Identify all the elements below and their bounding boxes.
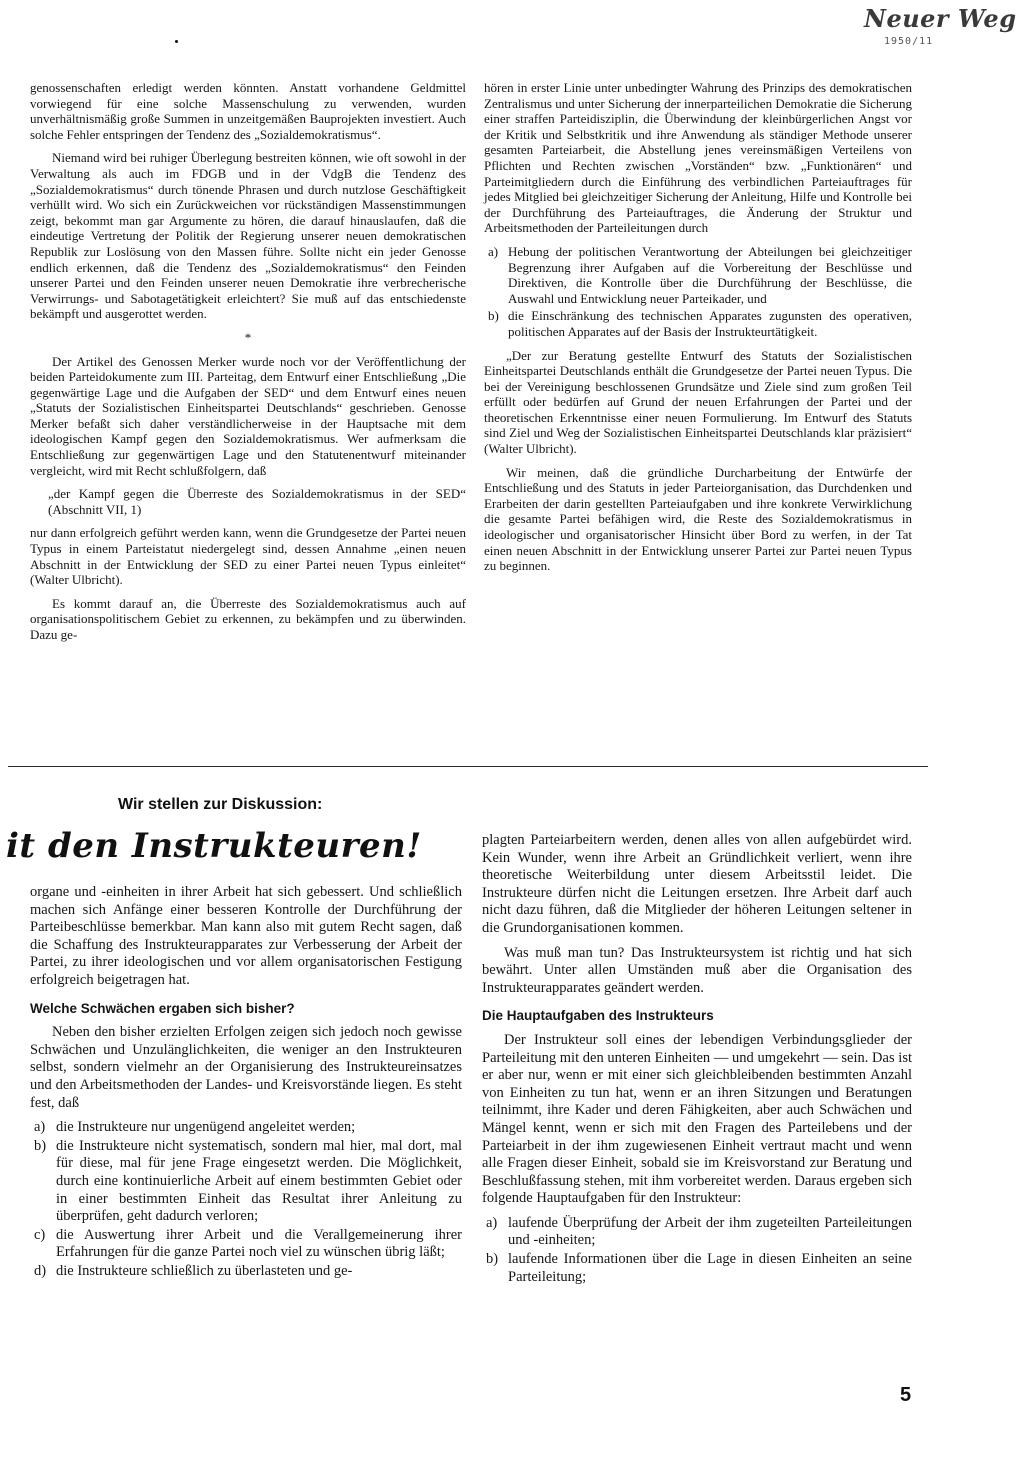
list-item bbox=[484, 308, 912, 339]
list-item-text: die Instrukteure nicht systematisch, sondern mal hier, mal dort, mal für diese, mal für jene Frage eingesetzt werden. Die Möglichkeit, durch eine kontinuierliche Arbeit auf einem bestimmten Gebiet oder in einer bestimmten Einheit das Resultat ihrer Anleitung zu überprüfen, geht dadurch verloren; bbox=[56, 1137, 462, 1225]
list-item-text: die Einschränkung des technischen Apparates zugunsten des operativen, politischen Apparates auf der Basis der Instrukteurtätigkeit. bbox=[508, 308, 912, 339]
page-number: 5 bbox=[900, 1384, 912, 1406]
list-item-text: Hebung der politischen Verantwortung der Abteilungen bei gleichzeitiger Begrenzung ihrer Aufgaben auf die Vorbereitung der Beschlüsse und Direktiven, die Kontrolle über die Durchführung der Beschlüsse, die Auswahl und Entwicklung neuer Parteikader, und bbox=[508, 243, 912, 306]
list-item bbox=[482, 1251, 912, 1286]
measures-list bbox=[484, 244, 912, 340]
kicker-heading: Wir stellen zur Diskussion: bbox=[118, 796, 323, 813]
section-heading: Die Hauptaufgaben des Instrukteurs bbox=[482, 1008, 714, 1024]
list-marker: b) bbox=[34, 1137, 47, 1154]
upper-right-column bbox=[484, 80, 912, 582]
list-item bbox=[30, 1227, 462, 1262]
upper-left-column bbox=[30, 80, 466, 651]
list-marker: a) bbox=[486, 1214, 498, 1231]
list-marker: c) bbox=[34, 1226, 46, 1243]
paragraph: Was muß man tun? Das Instrukteursystem ist richtig und hat sich bewährt. Unter allen Umständen muß aber die Organisation des Instrukteurapparates geändert werden. bbox=[482, 944, 912, 996]
list-marker: d) bbox=[34, 1262, 47, 1279]
print-speck bbox=[175, 40, 178, 43]
list-item-text: die Instrukteure nur ungenügend angeleitet werden; bbox=[56, 1119, 356, 1136]
list-item bbox=[30, 1263, 462, 1281]
block-quote: „der Kampf gegen die Überreste des Sozialdemokratismus in der SED“ (Abschnitt VII, 1) bbox=[48, 486, 466, 517]
tasks-list bbox=[482, 1215, 912, 1286]
paragraph: hören in erster Linie unter unbedingter Wahrung des Prinzips des demokratischen Zentralismus und unter Sicherung der innerparteilichen Demokratie die Sicherung einer straffen Parteidisziplin, die Überwindung der kleinbürgerlichen Angst vor der Kritik und Selbstkritik und ihre Anwendung als ständiger Methode unserer gesamten Parteiarbeit, die Abstellung jenes vereinsmäßigen Verteilens von Pflichten und Rechten zwischen „Vorständen“ bzw. „Funktionären“ und Parteimitgliedern durch die Einführung des verbindlichen Parteiauftrages für jedes Mitglied bei gleichzeitiger Sicherung der Anleitung, Hilfe und Kontrolle bei der Durchführung des Parteiauftrages, die Änderung der Struktur und Arbeitsmethoden der Parteileitungen durch bbox=[484, 80, 912, 236]
paragraph: Es kommt darauf an, die Überreste des Sozialdemokratismus auch auf organisationspolitischem Gebiet zu erkennen, zu bekämpfen und zu überwinden. Dazu ge- bbox=[30, 595, 466, 642]
lower-left-column bbox=[30, 884, 462, 1288]
list-item bbox=[482, 1215, 912, 1250]
paragraph: Wir meinen, daß die gründliche Durcharbeitung der Entwürfe der Entschließung und des Statuts in jeder Parteiorganisation, das Durchdenken und Erarbeiten der darin gestellten Parteiaufgaben und ihre konkrete Verwirklichung die gesamte Partei befähigen wird, die Reste des Sozialdemokratismus in ideologischer und organisatorischer Hinsicht über Bord zu werfen, in der Tat einen neuen Abschnitt in der Entwicklung unserer Partei zur Partei neuen Typus zu beginnen. bbox=[484, 464, 912, 574]
list-item-text: die Instrukteure schließlich zu überlasteten und ge- bbox=[56, 1262, 353, 1279]
masthead-title: Neuer Weg bbox=[864, 4, 1017, 33]
masthead-issue: 1950/11 bbox=[884, 36, 934, 47]
lower-right-column bbox=[482, 832, 912, 1294]
paragraph: Niemand wird bei ruhiger Überlegung bestreiten können, wie oft sowohl in der Verwaltung als auch im FDGB und in der VdgB die Tendenz des „Sozialdemokratismus“ durch tönende Phrasen und durch nutzlose Geschäftigkeit verhüllt wird. Wo sich ein Zurückweichen vor rückständigen Massenstimmungen zeigt, bekommt man gar Argumente zu hören, die darauf hinauslaufen, daß die eindeutige Vertretung der Politik der Regierung unserer neuen demokratischen Republik zur Loslösung von den Massen führe. Sollte nicht ein jeder Genosse endlich erkennen, daß die Tendenz des „Sozialdemokratismus“ den Feinden unserer Partei und den Feinden unserer neuen Demokratie ihre verbrecherische Verwirrungs- und Sabotagetätigkeit erleichtert? Sie muß auf das entschiedenste bekämpft und ausgerottet werden. bbox=[30, 150, 466, 322]
list-marker: a) bbox=[488, 243, 499, 259]
section-divider bbox=[8, 766, 928, 767]
list-item bbox=[30, 1138, 462, 1226]
paragraph: Der Artikel des Genossen Merker wurde noch vor der Veröffentlichung der beiden Parteidokumente zum III. Parteitag, dem Entwurf einer Entschließung „Die gegenwärtige Lage und die Aufgaben der SED“ und dem Entwurf eines neuen „Statuts der Sozialistischen Einheitspartei Deutschlands“ geschrieben. Genosse Merker befaßt sich daher verständlicherweise in der Hauptsache mit dem ideologischen Kampf gegen den Sozialdemokratismus. Wer aufmerksam die Entschließung zur gegenwärtigen Lage und den Statutenentwurf miteinander vergleicht, wird mit Recht schlußfolgern, daß bbox=[30, 353, 466, 478]
article-title: it den Instrukteuren! bbox=[6, 826, 422, 866]
list-item bbox=[30, 1119, 462, 1137]
paragraph: genossenschaften erledigt werden könnten. Anstatt vorhandene Geldmittel vorwiegend für eine solche Massenschulung zu verwenden, wurden unverhältnismäßig große Summen in unzeitgemäßen Bauprojekten investiert. Auch solche Fehler entspringen der Tendenz des „Sozialdemokratismus“. bbox=[30, 80, 466, 142]
paragraph: Neben den bisher erzielten Erfolgen zeigen sich jedoch noch gewisse Schwächen und Unzulänglichkeiten, die weniger an den Instrukteuren selbst, sondern vielmehr an der Organisierung des Instrukteureinsatzes und den Arbeitsmethoden der Landes- und Kreisvorstände liegen. Es steht fest, daß bbox=[30, 1024, 462, 1111]
list-marker: b) bbox=[488, 308, 499, 324]
section-heading: Welche Schwächen ergaben sich bisher? bbox=[30, 1000, 295, 1016]
list-marker: a) bbox=[34, 1119, 46, 1136]
list-item-text: laufende Informationen über die Lage in diesen Einheiten an seine Parteileitung; bbox=[508, 1251, 912, 1285]
paragraph: organe und -einheiten in ihrer Arbeit hat sich gebessert. Und schließlich machen sich Anfänge einer besseren Kontrolle der Durchführung der Parteibeschlüsse bemerkbar. Man kann also mit gutem Recht sagen, daß die Schaffung des Instrukteurapparates zur Verbesserung der Arbeit der Partei, zu ihrer ideologischen und vor allem organisatorischen Festigung erfolgreich beigetragen hat. bbox=[30, 884, 462, 988]
paragraph: Der Instrukteur soll eines der lebendigen Verbindungsglieder der Parteileitung mit den unteren Einheiten — und umgekehrt — sein. Das ist er aber nur, wenn er mit einer sich gleichbleibenden bestimmten Anzahl von Einheiten zu tun hat, wenn er an ihren Sitzungen und Beratungen teilnimmt, ihre Kader und deren Fähigkeiten, aber auch Schwächen und Mängel kennt, wenn er sich mit den Fragen des Parteilebens und der Parteiarbeit in der ihm zugewiesenen Einheit vertraut macht und wenn alle Fragen dieser Einheit, sobald sie im Kreisvorstand zur Beratung und Beschlußfassung stehen, mit ihm vorbereitet werden. Daraus ergeben sich folgende Hauptaufgaben für den Instrukteur: bbox=[482, 1031, 912, 1207]
list-item bbox=[484, 244, 912, 306]
weakness-list bbox=[30, 1119, 462, 1280]
paragraph: plagten Parteiarbeitern werden, denen alles von allen aufgebürdet wird. Kein Wunder, wenn ihre Arbeit an Gründlichkeit verliert, wenn ihre theoretische Weiterbildung unter diesem Arbeitsstil leidet. Die Instrukteure dürfen nicht die Leitungen ersetzen. Ihre Arbeit darf auch nicht dazu führen, daß die Mitglieder der höheren Leitungen seltener in die Grundorganisationen kommen. bbox=[482, 832, 912, 936]
list-item-text: laufende Überprüfung der Arbeit der ihm zugeteilten Parteileitungen und -einheiten; bbox=[508, 1214, 912, 1249]
paragraph: nur dann erfolgreich geführt werden kann, wenn die Grundgesetze der Partei neuen Typus in einem Parteistatut niedergelegt sind, dessen Annahme „einen neuen Abschnitt in der Entwicklung der SED zu einer Partei neuen Typus einleitet“ (Walter Ulbricht). bbox=[30, 525, 466, 588]
paragraph: „Der zur Beratung gestellte Entwurf des Statuts der Sozialistischen Einheitspartei Deutschlands enthält die Grundgesetze der Partei neuen Typus. Die bei der Vereinigung beschlossenen Grundsätze und Ziele sind zum großen Teil erfüllt oder bedürfen auf Grund der neuen Erfahrungen der Partei und der theoretischen Erkenntnisse einer neuen Formulierung. Im Entwurf des Statuts sind Ziel und Weg der Sozialistischen Einheitspartei Deutschlands klar präzisiert“ (Walter Ulbricht). bbox=[484, 347, 912, 457]
section-separator-star: * bbox=[244, 329, 252, 345]
list-item-text: die Auswertung ihrer Arbeit und die Verallgemeinerung ihrer Erfahrungen für die ganze Partei noch viel zu wünschen übrig läßt; bbox=[56, 1226, 462, 1261]
list-marker: b) bbox=[486, 1251, 499, 1268]
